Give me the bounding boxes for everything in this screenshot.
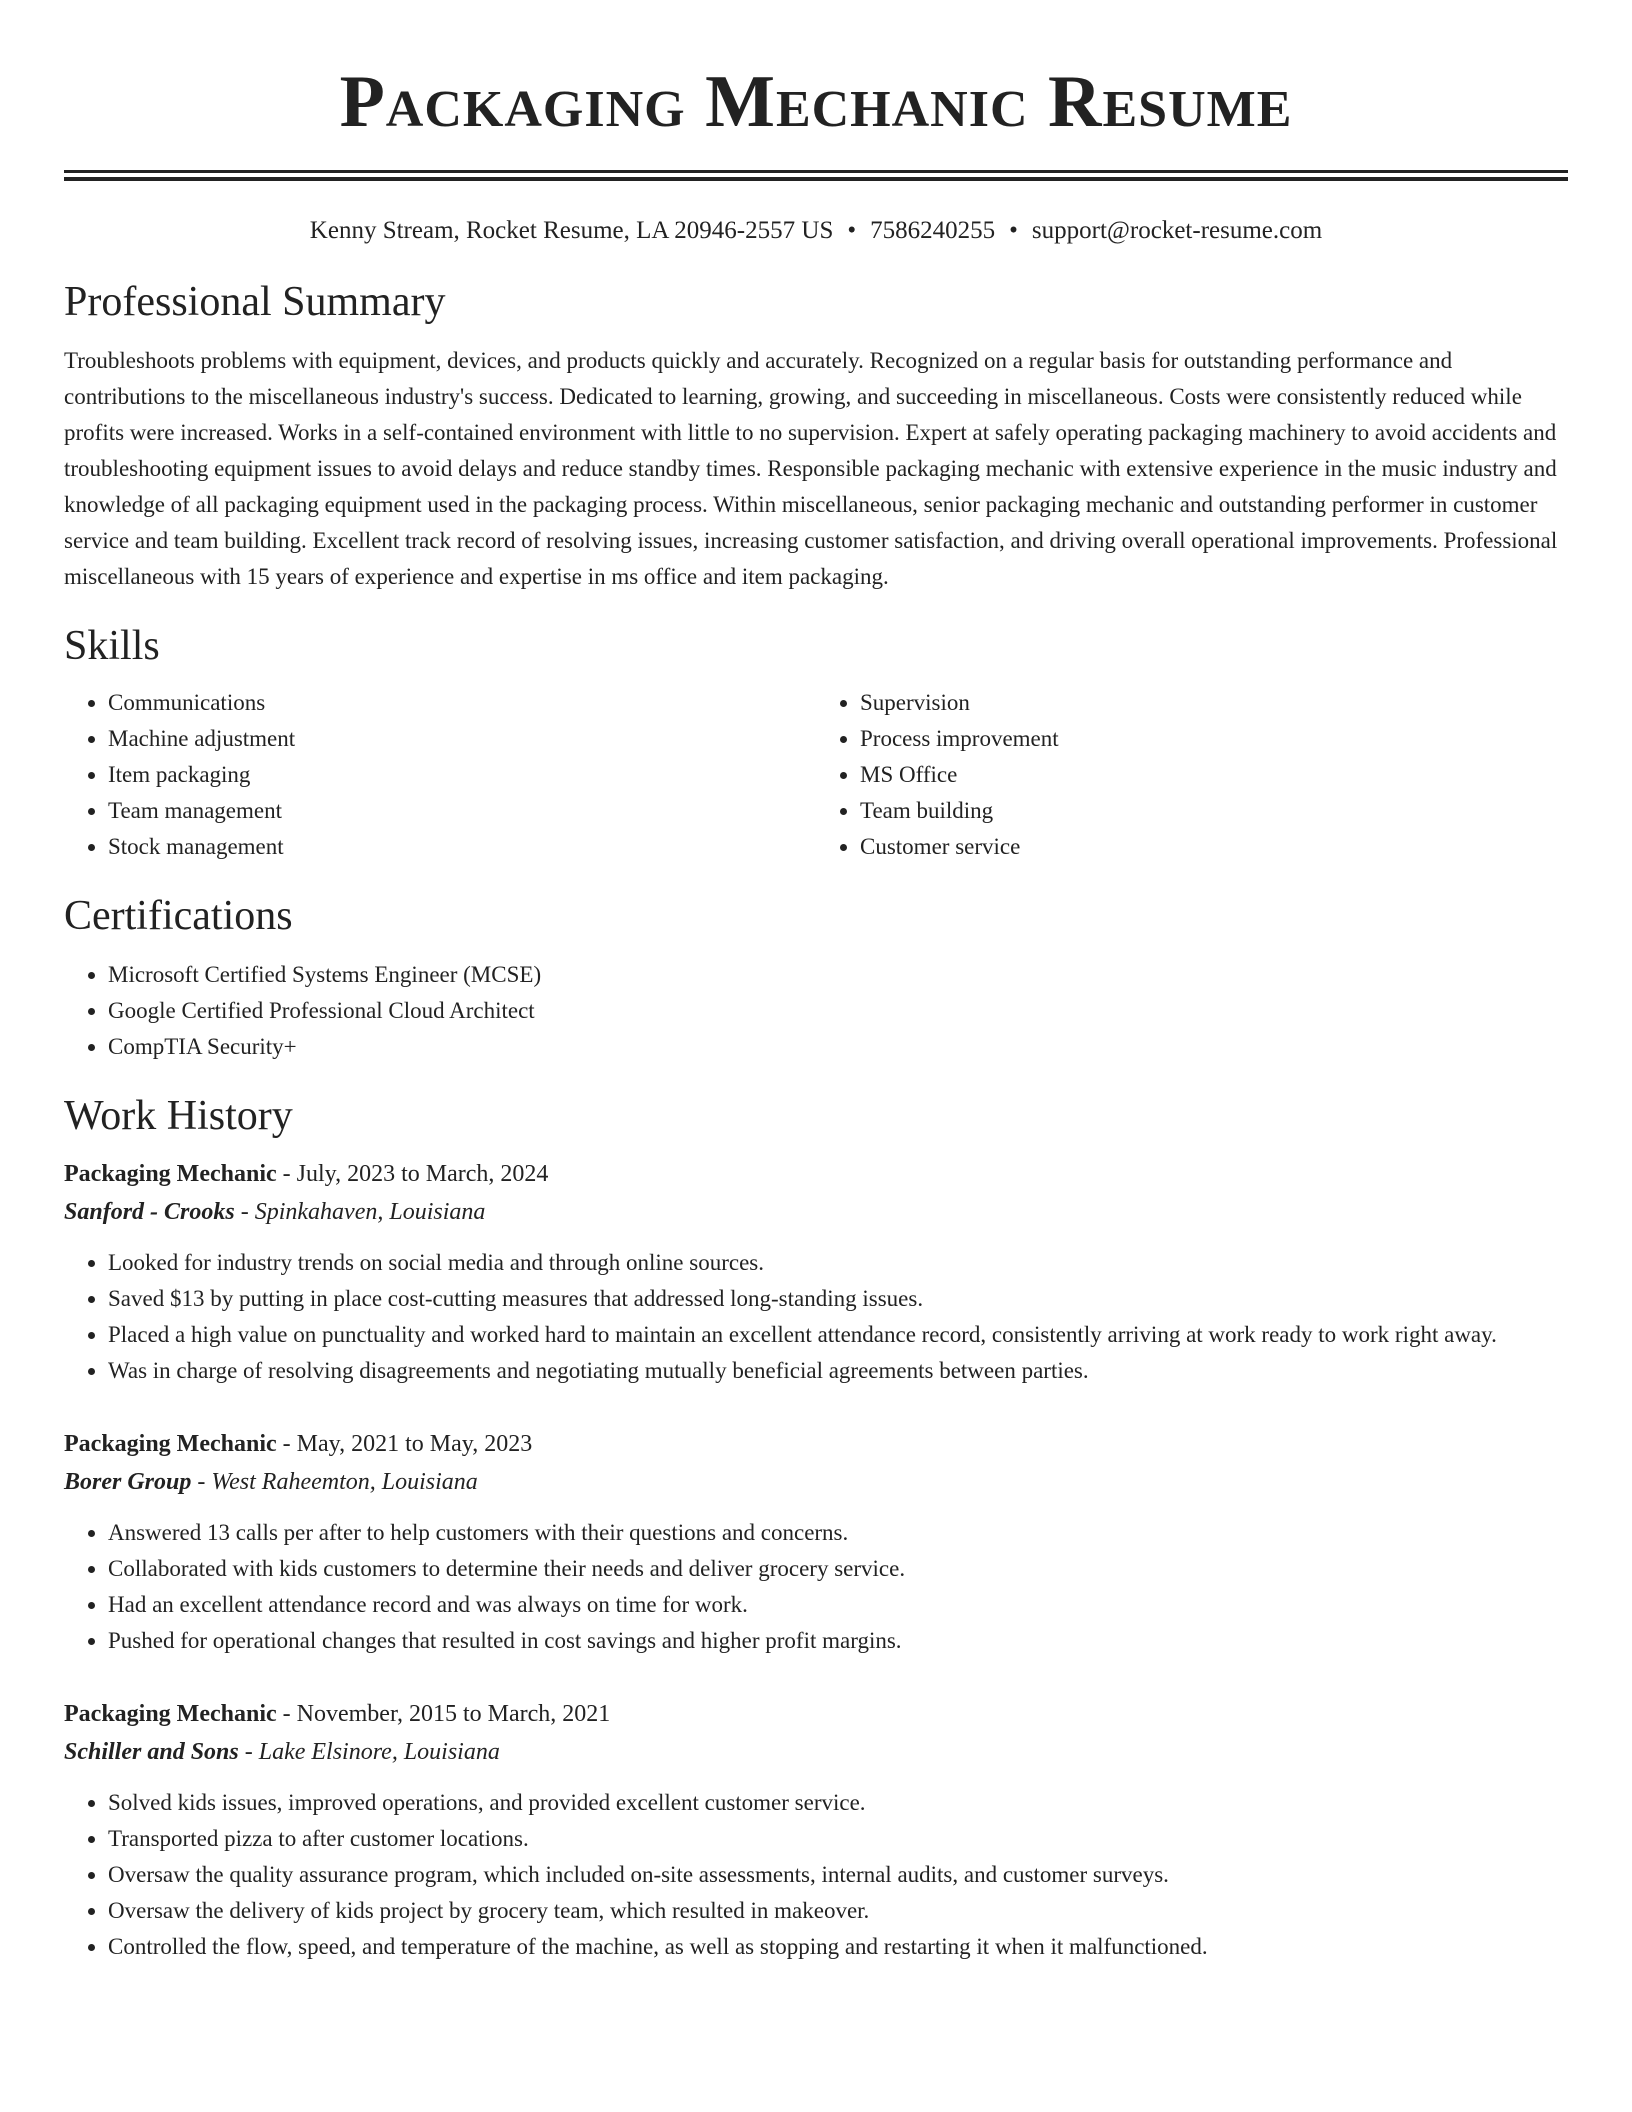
contact-address: Kenny Stream, Rocket Resume, LA 20946-2557 US [309, 217, 834, 244]
job-bullet: • Oversaw the delivery of kids project by grocery team, which resulted in makeover. [108, 1893, 1568, 1929]
job-title-line: Packaging Mechanic - November, 2015 to March, 2021 [64, 1701, 611, 1727]
job-bullet: • Answered 13 calls per after to help customers with their questions and concerns. [108, 1515, 1568, 1551]
job-company: Borer Group [64, 1469, 192, 1495]
job-bullet: • Pushed for operational changes that resulted in cost savings and higher profit margins. [108, 1623, 1568, 1659]
contact-line [64, 215, 1568, 247]
certification-item: • Microsoft Certified Systems Engineer (MCSE) [108, 957, 1568, 993]
contact-separator: • [847, 217, 857, 244]
job-bullet: • Saved $13 by putting in place cost-cutting measures that addressed long-standing issues. [108, 1281, 1568, 1317]
job-bullet: • Controlled the flow, speed, and temperature of the machine, as well as stopping and restarting it when it malfunctioned. [108, 1929, 1568, 1965]
job-company: Schiller and Sons [64, 1739, 239, 1765]
job-entry [64, 1155, 1568, 1389]
resume-page [64, 0, 1568, 1965]
job-bullets [64, 1785, 1568, 1965]
job-bullet: • Had an excellent attendance record and was always on time for work. [108, 1587, 1568, 1623]
job-entry [64, 1425, 1568, 1659]
job-company-line: Borer Group - West Raheemton, Louisiana [64, 1469, 478, 1495]
contact-separator: • [1009, 217, 1018, 244]
job-entry [64, 1695, 1568, 1965]
job-bullet: • Looked for industry trends on social media and through online sources. [108, 1245, 1568, 1281]
job-dates: July, 2023 to March, 2024 [296, 1161, 549, 1187]
job-bullets [64, 1515, 1568, 1659]
job-bullet: • Collaborated with kids customers to determine their needs and deliver grocery service. [108, 1551, 1568, 1587]
contact-phone: 7586240255 [870, 217, 996, 244]
skill-item: • Communications [108, 685, 816, 721]
skills-list-left [64, 685, 816, 865]
skill-item: • Team building [860, 793, 1568, 829]
skill-item: • MS Office [860, 757, 1568, 793]
job-company-line: Sanford - Crooks - Spinkahaven, Louisiana [64, 1199, 486, 1225]
job-dates: May, 2021 to May, 2023 [296, 1431, 533, 1457]
job-title: Packaging Mechanic [64, 1161, 277, 1187]
contact-email: support@rocket-resume.com [1031, 217, 1323, 244]
job-bullet: • Placed a high value on punctuality and worked hard to maintain an excellent attendance record, consistently arriving at work ready to work right away. [108, 1317, 1568, 1353]
job-title-line: Packaging Mechanic - July, 2023 to March, 2024 [64, 1161, 549, 1187]
job-title: Packaging Mechanic [64, 1431, 277, 1457]
job-location: Spinkahaven, Louisiana [254, 1199, 486, 1225]
skill-item: • Item packaging [108, 757, 816, 793]
job-location: Lake Elsinore, Louisiana [258, 1739, 500, 1765]
skills-list-right [816, 685, 1568, 865]
job-bullet: • Solved kids issues, improved operations, and provided excellent customer service. [108, 1785, 1568, 1821]
job-bullets [64, 1245, 1568, 1389]
certification-item: • CompTIA Security+ [108, 1029, 1568, 1065]
job-dates: November, 2015 to March, 2021 [296, 1701, 611, 1727]
certifications-list [64, 957, 1568, 1065]
summary-text: Troubleshoots problems with equipment, devices, and products quickly and accurately. Recognized on a regular basis for outstanding performance and contributions to the miscellaneous industry's success. Dedicated to learning, growing, and succeeding in miscellaneous. Costs were consistently reduced while profits were increased. Works in a self-contained environment with little to no supervision. Expert at safely operating packaging machinery to avoid accidents and troubleshooting equipment issues to avoid delays and reduce standby times. Responsible packaging mechanic with extensive experience in the music industry and knowledge of all packaging equipment used in the packaging process. Within miscellaneous, senior packaging mechanic and outstanding performer in customer service and team building. Excellent track record of resolving issues, increasing customer satisfaction, and driving overall operational improvements. Professional miscellaneous with 15 years of experience and expertise in ms office and item packaging. [64, 348, 1558, 589]
skill-item: • Process improvement [860, 721, 1568, 757]
job-location: West Raheemton, Louisiana [211, 1469, 478, 1495]
summary-heading: Professional Summary [64, 279, 446, 325]
certification-item: • Google Certified Professional Cloud Architect [108, 993, 1568, 1029]
job-bullet: • Was in charge of resolving disagreements and negotiating mutually beneficial agreements between parties. [108, 1353, 1568, 1389]
job-bullet: • Oversaw the quality assurance program, which included on-site assessments, internal audits, and customer surveys. [108, 1857, 1568, 1893]
skill-item: • Machine adjustment [108, 721, 816, 757]
job-company-line: Schiller and Sons - Lake Elsinore, Louisiana [64, 1739, 500, 1765]
job-title: Packaging Mechanic [64, 1701, 277, 1727]
title-divider [64, 170, 1568, 181]
job-title-line: Packaging Mechanic - May, 2021 to May, 2023 [64, 1431, 533, 1457]
skill-item: • Supervision [860, 685, 1568, 721]
skill-item: • Team management [108, 793, 816, 829]
skill-item: • Customer service [860, 829, 1568, 865]
job-company: Sanford - Crooks [64, 1199, 235, 1225]
skills-columns [64, 685, 1568, 865]
work-history-heading: Work History [64, 1093, 293, 1139]
certifications-heading: Certifications [64, 893, 293, 939]
skill-item: • Stock management [108, 829, 816, 865]
resume-title: Packaging Mechanic Resume [339, 61, 1293, 143]
job-bullet: • Transported pizza to after customer locations. [108, 1821, 1568, 1857]
skills-heading: Skills [64, 623, 160, 669]
